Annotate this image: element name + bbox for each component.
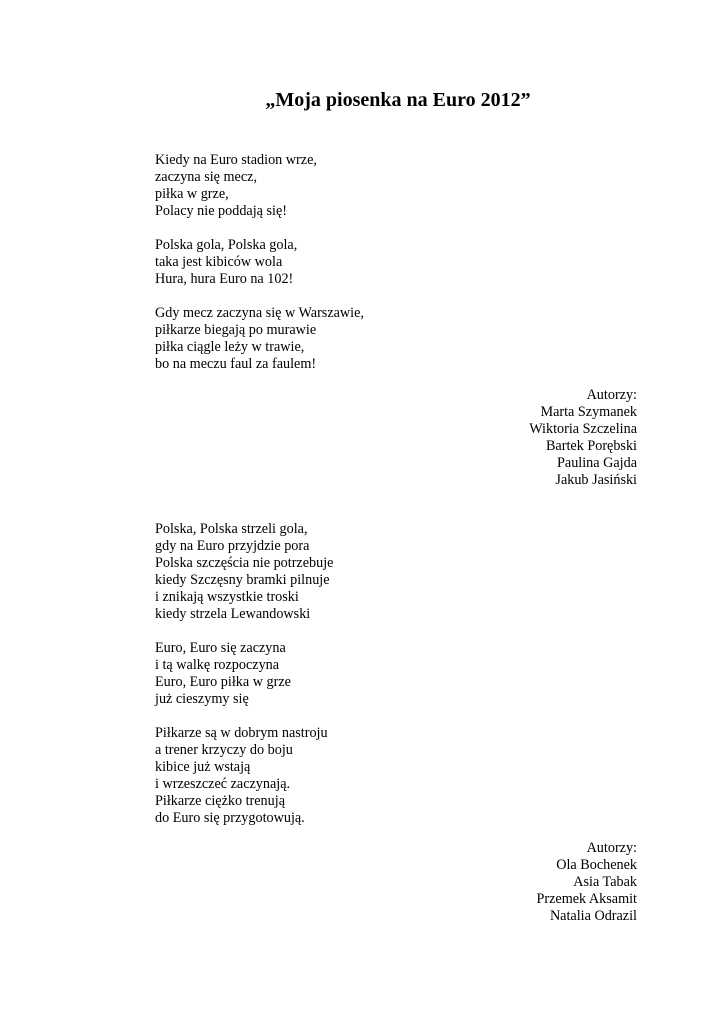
lyric-line: kiedy strzela Lewandowski bbox=[155, 606, 311, 622]
song-2-lyrics bbox=[155, 521, 333, 827]
lyric-line: taka jest kibiców wola bbox=[155, 254, 283, 270]
lyric-line: kiedy Szczęsny bramki pilnuje bbox=[155, 572, 330, 588]
lyric-line: Polacy nie poddają się! bbox=[155, 203, 287, 219]
lyric-line: Euro, Euro piłka w grze bbox=[155, 674, 291, 690]
lyric-line: do Euro się przygotowują. bbox=[155, 810, 305, 826]
lyric-line: Polska szczęścia nie potrzebuje bbox=[155, 555, 334, 571]
lyric-line: kibice już wstają bbox=[155, 759, 251, 775]
lyric-line: a trener krzyczy do boju bbox=[155, 742, 293, 758]
lyric-line: i wrzeszczeć zaczynają. bbox=[155, 776, 291, 792]
song-1-lyrics bbox=[155, 152, 364, 373]
lyric-line: Piłkarze są w dobrym nastroju bbox=[155, 725, 328, 741]
stanza-3 bbox=[155, 725, 333, 827]
author-name: Ola Bochenek bbox=[556, 857, 637, 873]
lyric-line: gdy na Euro przyjdzie pora bbox=[155, 538, 310, 554]
author-name: Jakub Jasiński bbox=[555, 472, 637, 488]
stanza-gap bbox=[155, 708, 333, 725]
lyric-line: i znikają wszystkie troski bbox=[155, 589, 299, 605]
lyric-line: Polska, Polska strzeli gola, bbox=[155, 521, 308, 537]
lyric-line: bo na meczu faul za faulem! bbox=[155, 356, 317, 372]
lyric-line: Polska gola, Polska gola, bbox=[155, 237, 298, 253]
lyric-line: zaczyna się mecz, bbox=[155, 169, 258, 185]
stanza-3 bbox=[155, 305, 364, 373]
stanza-2 bbox=[155, 640, 333, 708]
song-1-authors bbox=[529, 387, 637, 489]
lyric-line: piłka ciągle leży w trawie, bbox=[155, 339, 305, 355]
lyric-line: i tą walkę rozpoczyna bbox=[155, 657, 280, 673]
author-name: Przemek Aksamit bbox=[536, 891, 637, 907]
lyric-line: Piłkarze ciężko trenują bbox=[155, 793, 285, 809]
stanza-gap bbox=[155, 623, 333, 640]
stanza-1 bbox=[155, 521, 333, 623]
authors-label: Autorzy: bbox=[586, 387, 637, 403]
author-name: Marta Szymanek bbox=[540, 404, 637, 420]
author-name: Asia Tabak bbox=[573, 874, 637, 890]
lyric-line: Gdy mecz zaczyna się w Warszawie, bbox=[155, 305, 364, 321]
stanza-gap bbox=[155, 288, 364, 305]
song-2-authors bbox=[537, 840, 637, 925]
author-name: Natalia Odrazil bbox=[549, 908, 637, 924]
lyric-line: już cieszymy się bbox=[155, 691, 249, 707]
author-name: Wiktoria Szczelina bbox=[529, 421, 637, 437]
lyric-line: Kiedy na Euro stadion wrze, bbox=[155, 152, 317, 168]
stanza-2 bbox=[155, 237, 364, 288]
page-title: „Moja piosenka na Euro 2012” bbox=[265, 89, 531, 111]
stanza-gap bbox=[155, 220, 364, 237]
lyric-line: Hura, hura Euro na 102! bbox=[155, 271, 294, 287]
lyric-line: Euro, Euro się zaczyna bbox=[155, 640, 286, 656]
lyric-line: piłka w grze, bbox=[155, 186, 229, 202]
authors-label: Autorzy: bbox=[586, 840, 637, 856]
stanza-1 bbox=[155, 152, 364, 220]
lyric-line: piłkarze biegają po murawie bbox=[155, 322, 317, 338]
author-name: Paulina Gajda bbox=[557, 455, 637, 471]
author-name: Bartek Porębski bbox=[545, 438, 637, 454]
